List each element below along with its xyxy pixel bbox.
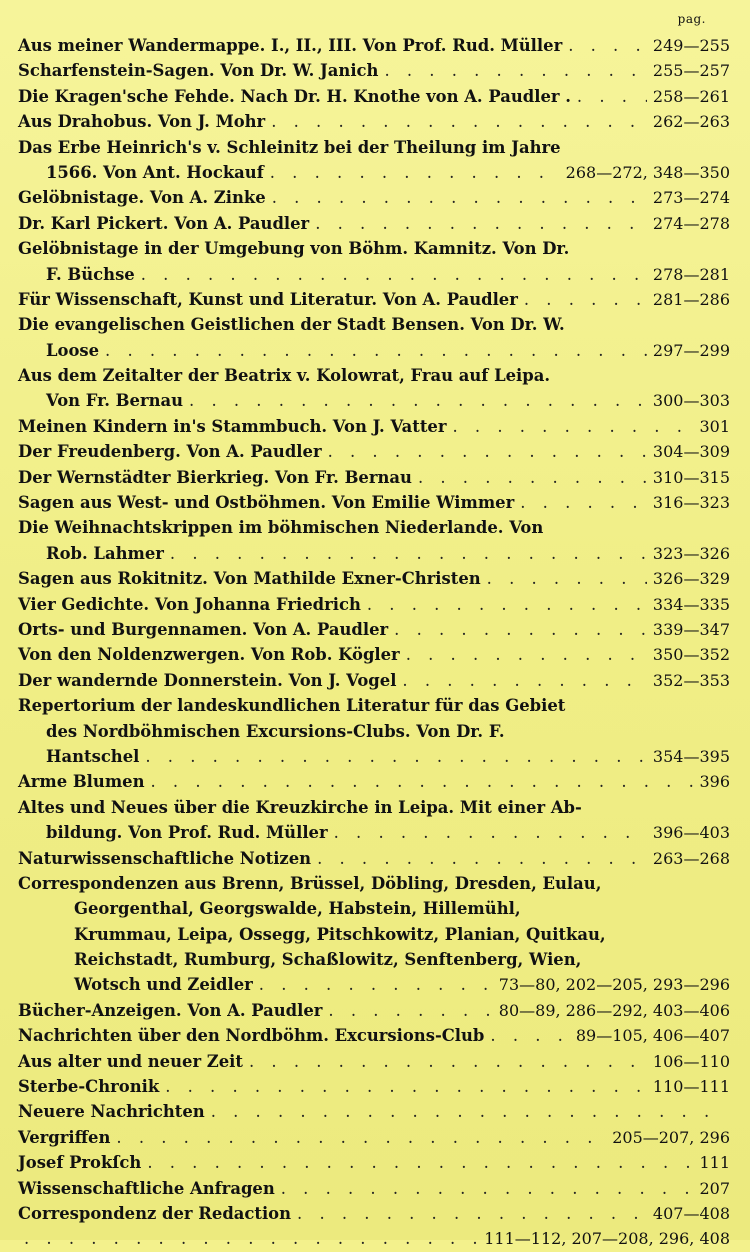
page-numbers: 304—309 bbox=[652, 442, 730, 462]
leader-dots bbox=[317, 846, 647, 871]
leader-dots bbox=[520, 490, 647, 515]
leader-dots bbox=[272, 185, 647, 210]
toc-line bbox=[18, 1074, 730, 1099]
entry-title: des Nordböhmischen Excursions-Clubs. Von Dr. F. bbox=[46, 721, 505, 741]
page-numbers: 316—323 bbox=[652, 493, 730, 513]
entry-title: Gelöbnistage. Von A. Zinke bbox=[18, 188, 266, 208]
leader-dots bbox=[281, 1176, 694, 1201]
toc-entry bbox=[18, 58, 730, 83]
toc-line bbox=[18, 84, 730, 109]
entry-title: bildung. Von Prof. Rud. Müller bbox=[46, 823, 328, 843]
toc-entry bbox=[18, 465, 730, 490]
leader-dots bbox=[418, 465, 647, 490]
leader-dots bbox=[105, 338, 647, 363]
leader-dots bbox=[568, 33, 647, 58]
entry-title: Von Fr. Bernau bbox=[46, 391, 184, 411]
leader-dots bbox=[487, 566, 647, 591]
page-numbers: 323—326 bbox=[652, 543, 730, 563]
page-numbers: 258—261 bbox=[652, 86, 730, 106]
leader-dots bbox=[315, 211, 647, 236]
leader-dots bbox=[577, 84, 647, 109]
page-numbers: 407—408 bbox=[652, 1203, 730, 1223]
entry-title: Aus dem Zeitalter der Beatrix v. Kolowrat, Frau auf Leipa. bbox=[18, 366, 551, 386]
page-numbers: 255—257 bbox=[652, 61, 730, 81]
page-numbers: 301 bbox=[699, 416, 730, 436]
toc-line bbox=[18, 642, 730, 667]
entry-title: Sagen aus West- und Ostböhmen. Von Emilie Wimmer bbox=[18, 493, 515, 513]
toc-line bbox=[18, 719, 730, 744]
page-numbers: 354—395 bbox=[652, 746, 730, 766]
toc-entry bbox=[18, 363, 730, 414]
page-numbers: 334—335 bbox=[652, 594, 730, 614]
page-numbers: 326—329 bbox=[652, 569, 730, 589]
page-numbers: 352—353 bbox=[652, 670, 730, 690]
entry-title: Rob. Lahmer bbox=[46, 543, 164, 563]
toc-line bbox=[18, 185, 730, 210]
toc-entry bbox=[18, 287, 730, 312]
toc-entry bbox=[18, 668, 730, 693]
page-numbers: 80—89, 286—292, 403—406 bbox=[498, 1000, 730, 1020]
toc-line bbox=[18, 388, 730, 413]
leader-dots bbox=[297, 1201, 647, 1226]
entry-title: Für Wissenschaft, Kunst und Literatur. Von A. Paudler bbox=[18, 289, 518, 309]
toc-line bbox=[18, 211, 730, 236]
toc-line bbox=[18, 922, 730, 947]
toc-line bbox=[18, 592, 730, 617]
entry-title: Loose bbox=[46, 340, 100, 360]
leader-dots bbox=[165, 1074, 647, 1099]
toc-entry bbox=[18, 566, 730, 591]
toc-line bbox=[18, 1201, 730, 1226]
page-numbers: 281—286 bbox=[652, 289, 730, 309]
page-numbers: 205—207, 296 bbox=[612, 1127, 730, 1147]
toc-line bbox=[18, 871, 730, 896]
page-numbers: 207 bbox=[699, 1178, 730, 1198]
toc-line bbox=[18, 236, 730, 261]
page-numbers: 89—105, 406—407 bbox=[575, 1026, 730, 1046]
entry-title: Der Freudenberg. Von A. Paudler bbox=[18, 442, 322, 462]
leader-dots bbox=[116, 1125, 606, 1150]
entry-title: Von den Noldenzwergen. Von Rob. Kögler bbox=[18, 645, 400, 665]
page-numbers: 350—352 bbox=[652, 645, 730, 665]
entry-title: Der Wernstädter Bierkrieg. Von Fr. Bernau bbox=[18, 467, 412, 487]
entry-title: Dr. Karl Pickert. Von A. Paudler bbox=[18, 213, 310, 233]
toc-entry bbox=[18, 795, 730, 846]
page-numbers: 73—80, 202—205, 293—296 bbox=[498, 975, 730, 995]
page-numbers: 262—263 bbox=[652, 112, 730, 132]
entry-title: Repertorium der landeskundlichen Literatur für das Gebiet bbox=[18, 696, 566, 716]
toc-line bbox=[18, 262, 730, 287]
toc-line bbox=[18, 439, 730, 464]
leader-dots bbox=[151, 769, 694, 794]
toc-line bbox=[18, 846, 730, 871]
entry-title: 1566. Von Ant. Hockauf bbox=[46, 162, 264, 182]
toc-line bbox=[18, 109, 730, 134]
entry-title: Vier Gedichte. Von Johanna Friedrich bbox=[18, 594, 361, 614]
toc-entry bbox=[18, 414, 730, 439]
page-numbers: 111 bbox=[699, 1153, 730, 1173]
page-numbers: 396 bbox=[699, 772, 730, 792]
entry-title: Reichstadt, Rumburg, Schaßlowitz, Senftenberg, Wien, bbox=[74, 950, 582, 970]
toc-entry bbox=[18, 490, 730, 515]
leader-dots bbox=[141, 262, 647, 287]
toc-entry bbox=[18, 515, 730, 566]
page-numbers: 249—255 bbox=[652, 36, 730, 55]
leader-dots bbox=[24, 1226, 478, 1251]
entry-title: Die Kragen'sche Fehde. Nach Dr. H. Knothe von A. Paudler . bbox=[18, 86, 571, 106]
toc-entry bbox=[18, 693, 730, 769]
leader-dots bbox=[270, 160, 560, 185]
page-numbers: 297—299 bbox=[652, 340, 730, 360]
entry-title: Das Erbe Heinrich's v. Schleinitz bei der Theilung im Jahre bbox=[18, 137, 561, 157]
page-numbers: 396—403 bbox=[652, 823, 730, 843]
toc-entry bbox=[18, 312, 730, 363]
toc-line bbox=[18, 160, 730, 185]
page-numbers: 106—110 bbox=[652, 1051, 730, 1071]
toc-entry bbox=[18, 1023, 730, 1048]
toc-line bbox=[18, 490, 730, 515]
toc-line bbox=[18, 33, 730, 58]
toc-entry bbox=[18, 84, 730, 109]
entry-title: Neuere Nachrichten bbox=[18, 1102, 205, 1122]
entry-title: Scharfenstein-Sagen. Von Dr. W. Janich bbox=[18, 61, 379, 81]
toc-line bbox=[18, 1176, 730, 1201]
entry-title: Hantschel bbox=[46, 746, 140, 766]
toc-entry bbox=[18, 617, 730, 642]
toc-line bbox=[18, 1125, 730, 1150]
entry-title: Orts- und Burgennamen. Von A. Paudler bbox=[18, 619, 389, 639]
toc-line bbox=[18, 998, 730, 1023]
toc-entry bbox=[18, 998, 730, 1023]
leader-dots bbox=[189, 388, 647, 413]
toc-line bbox=[18, 1099, 730, 1124]
toc-entry bbox=[18, 871, 730, 998]
toc-line bbox=[18, 947, 730, 972]
toc-line bbox=[18, 515, 730, 540]
leader-dots bbox=[170, 541, 647, 566]
entry-title: Josef Prokſch bbox=[18, 1153, 142, 1173]
entry-title: Arme Blumen bbox=[18, 772, 145, 792]
page-numbers: 268—272, 348—350 bbox=[565, 162, 730, 182]
entry-title: Die Weihnachtskrippen im böhmischen Niederlande. Von bbox=[18, 518, 544, 538]
toc-line bbox=[18, 58, 730, 83]
toc-line bbox=[18, 1150, 730, 1175]
page-numbers: 339—347 bbox=[652, 619, 730, 639]
entry-title: Sagen aus Rokitnitz. Von Mathilde Exner-Christen bbox=[18, 569, 481, 589]
toc-entry bbox=[18, 642, 730, 667]
toc-line bbox=[18, 795, 730, 820]
entry-title: Aus meiner Wandermappe. I., II., III. Von Prof. Rud. Müller bbox=[18, 36, 563, 55]
toc-entry bbox=[18, 1176, 730, 1201]
leader-dots bbox=[328, 439, 647, 464]
toc-entry bbox=[18, 1226, 730, 1251]
toc-entry bbox=[18, 1150, 730, 1175]
toc-entry bbox=[18, 135, 730, 186]
page-numbers: 310—315 bbox=[652, 467, 730, 487]
toc-line bbox=[18, 1023, 730, 1048]
leader-dots bbox=[249, 1049, 647, 1074]
toc-line bbox=[18, 820, 730, 845]
entry-title: Die evangelischen Geistlichen der Stadt Bensen. Von Dr. W. bbox=[18, 315, 565, 335]
leader-dots bbox=[406, 642, 647, 667]
toc-line bbox=[18, 338, 730, 363]
entry-title: Meinen Kindern in's Stammbuch. Von J. Vatter bbox=[18, 416, 447, 436]
toc-line bbox=[18, 541, 730, 566]
toc-line bbox=[18, 769, 730, 794]
toc-line bbox=[18, 287, 730, 312]
toc-entry bbox=[18, 846, 730, 871]
toc-entry bbox=[18, 33, 730, 58]
page-numbers: 274—278 bbox=[652, 213, 730, 233]
toc-entry bbox=[18, 1099, 730, 1124]
page-numbers: 263—268 bbox=[652, 848, 730, 868]
entry-title: Vergriffen bbox=[18, 1127, 111, 1147]
toc-line bbox=[18, 465, 730, 490]
page-numbers: 278—281 bbox=[652, 264, 730, 284]
toc-entry bbox=[18, 769, 730, 794]
page-numbers: 111—112, 207—208, 296, 408 bbox=[484, 1229, 730, 1249]
leader-dots bbox=[367, 592, 647, 617]
entry-title: Der wandernde Donnerstein. Von J. Vogel bbox=[18, 670, 397, 690]
leader-dots bbox=[145, 744, 647, 769]
entry-title: Aus alter und neuer Zeit bbox=[18, 1051, 243, 1071]
toc-entry bbox=[18, 1074, 730, 1099]
entry-title: Bücher-Anzeigen. Von A. Paudler bbox=[18, 1000, 323, 1020]
toc-entry bbox=[18, 1049, 730, 1074]
toc-line bbox=[18, 896, 730, 921]
toc-entry bbox=[18, 439, 730, 464]
entry-title: Krummau, Leipa, Ossegg, Pitschkowitz, Planian, Quitkau, bbox=[74, 924, 606, 944]
page-numbers: 300—303 bbox=[652, 391, 730, 411]
toc-line bbox=[18, 617, 730, 642]
toc-line bbox=[18, 1226, 730, 1251]
toc-line bbox=[18, 693, 730, 718]
toc-line bbox=[18, 1049, 730, 1074]
toc-line bbox=[18, 312, 730, 337]
entry-title: F. Büchse bbox=[46, 264, 135, 284]
entry-title: Correspondenz der Redaction bbox=[18, 1203, 292, 1223]
page-numbers: 273—274 bbox=[652, 188, 730, 208]
toc-line bbox=[18, 566, 730, 591]
page-numbers: 110—111 bbox=[652, 1077, 730, 1097]
leader-dots bbox=[490, 1023, 569, 1048]
entry-title: Wotsch und Zeidler bbox=[74, 975, 253, 995]
leader-dots bbox=[384, 58, 646, 83]
entry-title: Nachrichten über den Nordböhm. Excursions-Club bbox=[18, 1026, 485, 1046]
toc-line bbox=[18, 414, 730, 439]
toc-line bbox=[18, 135, 730, 160]
leader-dots bbox=[271, 109, 647, 134]
leader-dots bbox=[334, 820, 647, 845]
leader-dots bbox=[402, 668, 647, 693]
leader-dots bbox=[147, 1150, 693, 1175]
toc-entry bbox=[18, 236, 730, 287]
page-column-label: pag. bbox=[677, 12, 706, 26]
entry-title: Correspondenzen aus Brenn, Brüssel, Döbling, Dresden, Eulau, bbox=[18, 873, 602, 893]
entry-title: Wissenschaftliche Anfragen bbox=[18, 1178, 275, 1198]
leader-dots bbox=[394, 617, 647, 642]
leader-dots bbox=[524, 287, 647, 312]
leader-dots bbox=[211, 1099, 724, 1124]
toc-entry bbox=[18, 185, 730, 210]
toc-line bbox=[18, 363, 730, 388]
entry-title: Naturwissenschaftliche Notizen bbox=[18, 848, 312, 868]
toc-line bbox=[18, 972, 730, 997]
entry-title: Aus Drahobus. Von J. Mohr bbox=[18, 112, 266, 132]
toc-line bbox=[18, 744, 730, 769]
leader-dots bbox=[328, 998, 492, 1023]
toc-entry bbox=[18, 1201, 730, 1226]
entry-title: Sterbe-Chronik bbox=[18, 1077, 160, 1097]
table-of-contents bbox=[18, 33, 730, 1252]
leader-dots bbox=[259, 972, 493, 997]
entry-title: Gelöbnistage in der Umgebung von Böhm. Kamnitz. Von Dr. bbox=[18, 239, 570, 259]
entry-title: Altes und Neues über die Kreuzkirche in Leipa. Mit einer Ab- bbox=[18, 797, 582, 817]
entry-title: Georgenthal, Georgswalde, Habstein, Hillemühl, bbox=[74, 899, 521, 919]
toc-line bbox=[18, 668, 730, 693]
toc-entry bbox=[18, 211, 730, 236]
toc-entry bbox=[18, 592, 730, 617]
leader-dots bbox=[453, 414, 694, 439]
toc-entry bbox=[18, 1125, 730, 1150]
toc-entry bbox=[18, 109, 730, 134]
